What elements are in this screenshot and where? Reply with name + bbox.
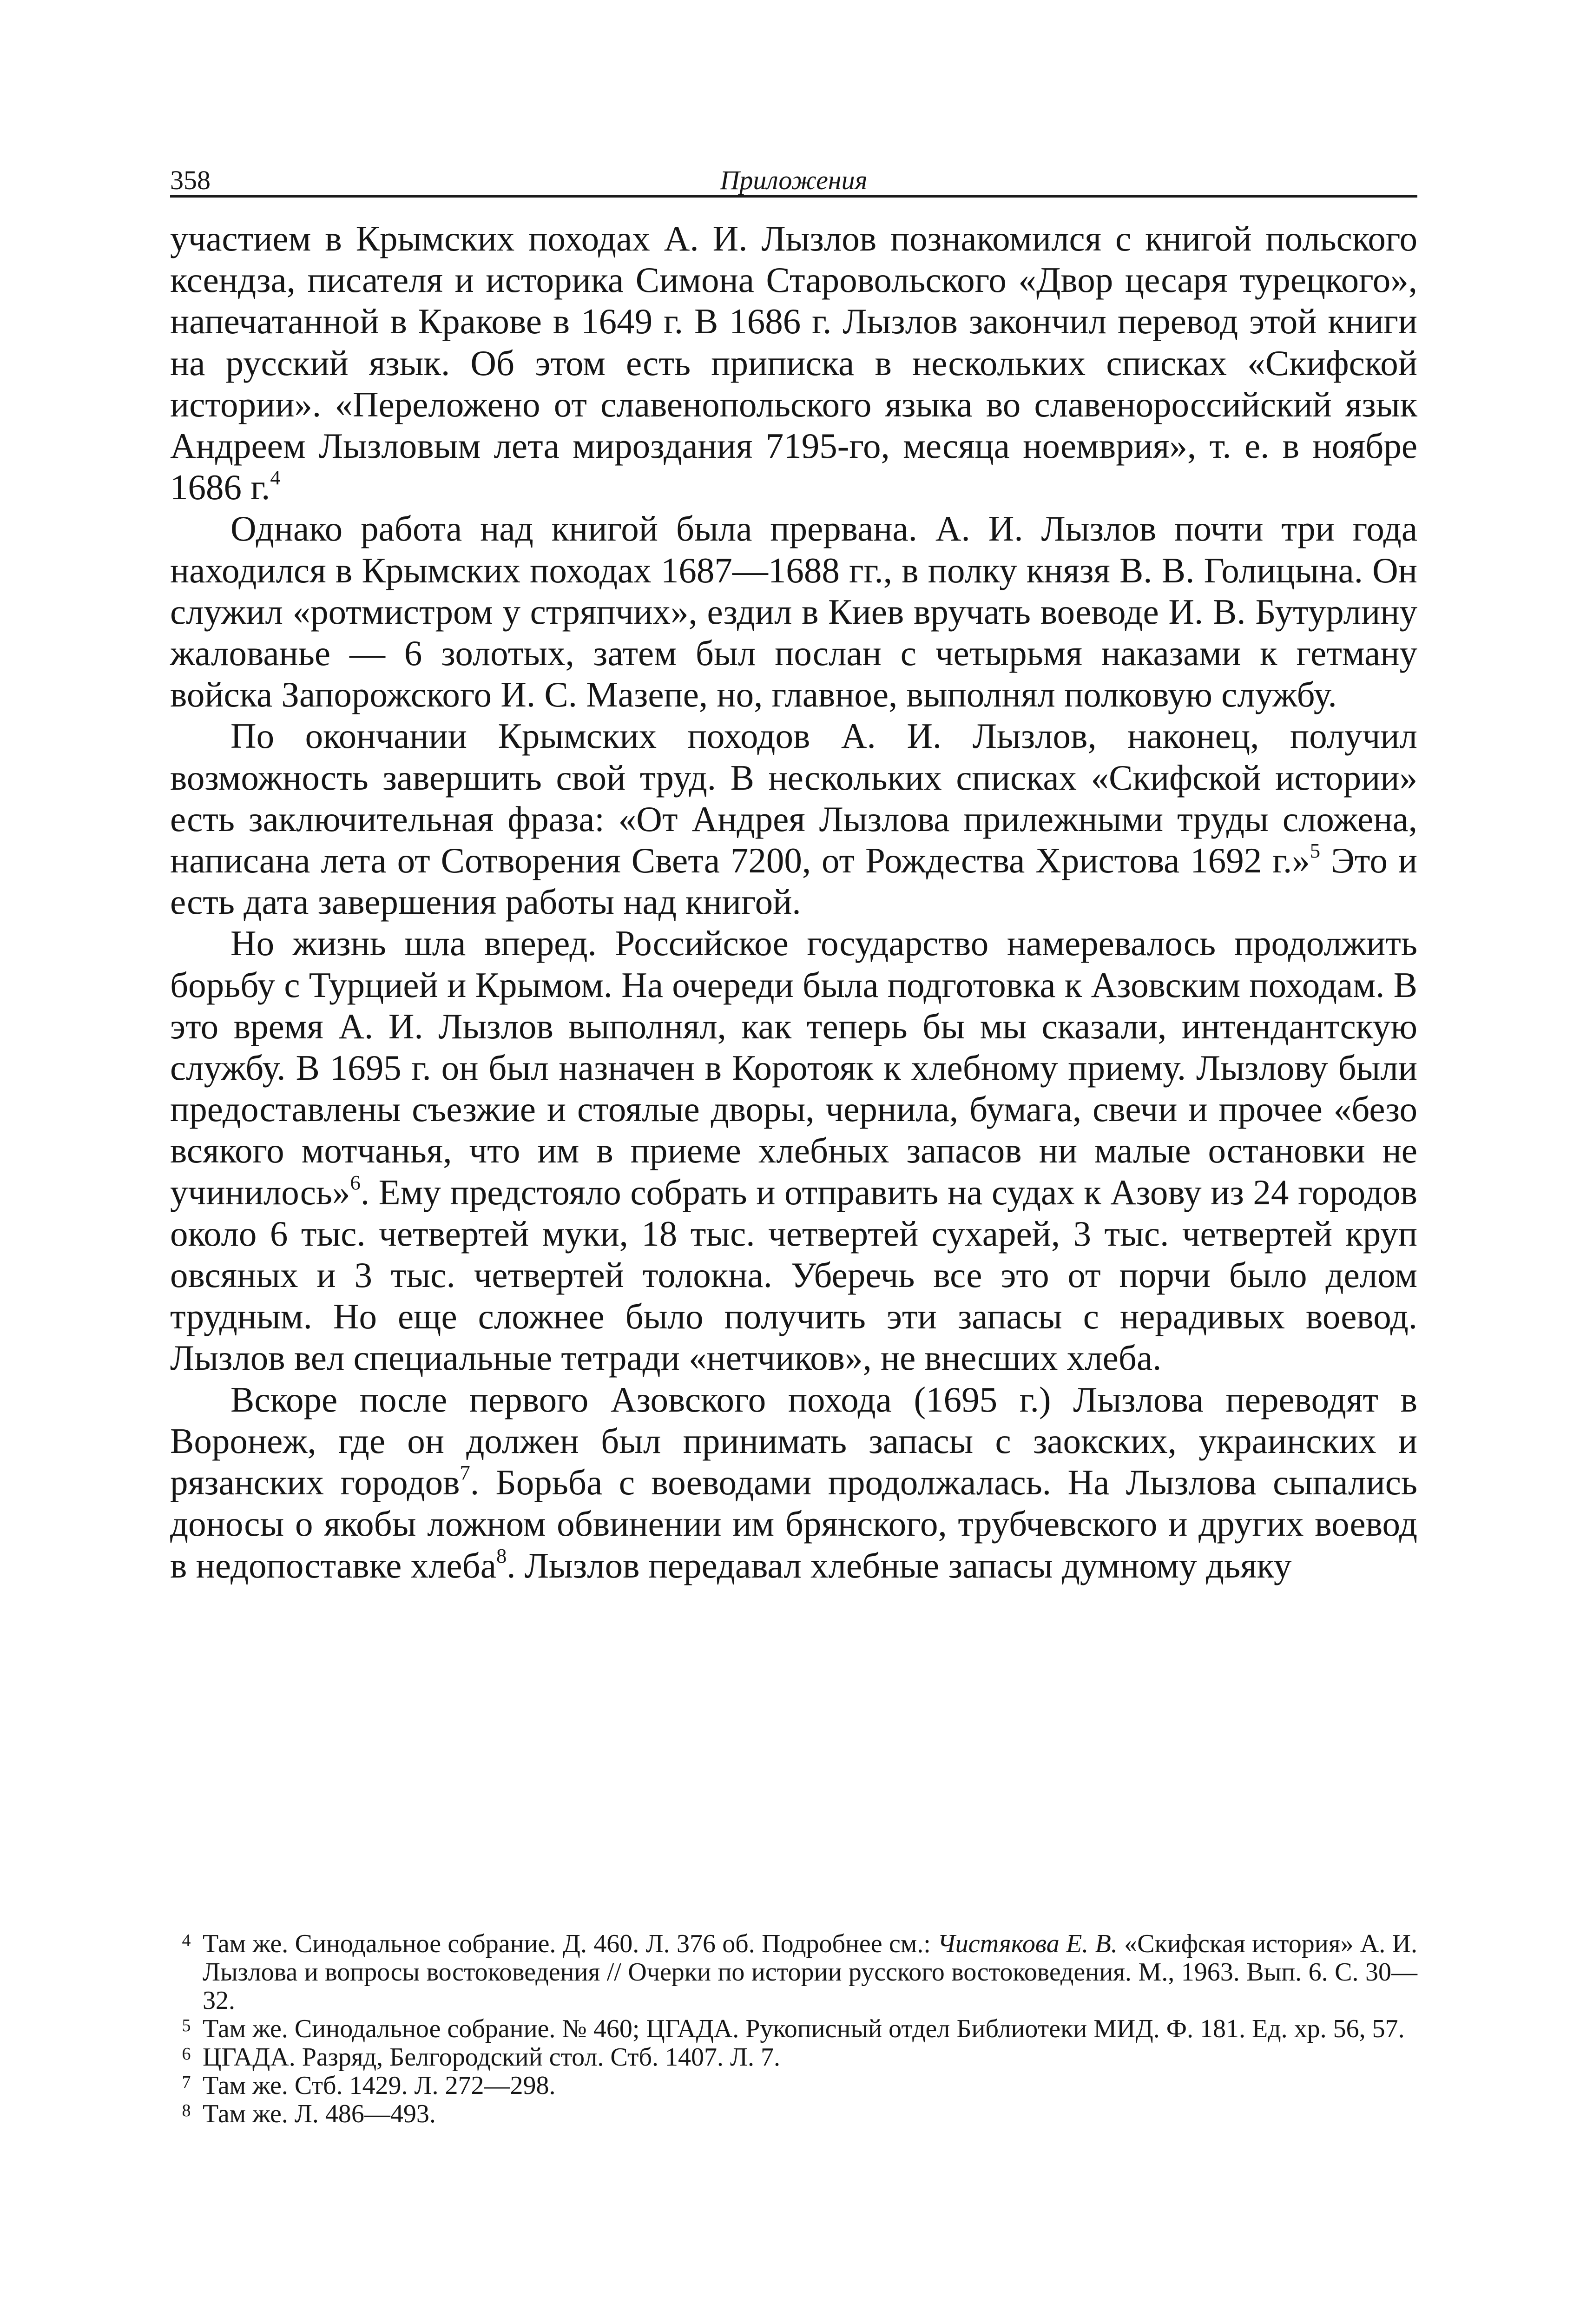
page-number: 358: [170, 165, 211, 195]
footnote-text-part: «Скифская история» А. И. Лызлова и вопросы востоковедения // Очерки по истории русского востоковедения. М., 1963. Вып. 6. С. 30—32.: [203, 1929, 1418, 2015]
footnote-text: [203, 1930, 1417, 2015]
footnote-7: [170, 2072, 1417, 2100]
footnote-text: Там же. Л. 486—493.: [203, 2100, 436, 2128]
footnote-number: 8: [182, 2101, 191, 2120]
footnote-text: Там же. Стб. 1429. Л. 272—298.: [203, 2071, 556, 2100]
footnote-ref-8: 8: [496, 1544, 507, 1567]
paragraph-4-text-continued: . Ему предстояло собрать и отправить на судах к Азову из 24 городов около 6 тыс. четвертей муки, 18 тыс. четвертей сухарей, 3 тыс. четвертей круп овсяных и 3 тыс. четвертей толокна. Уберечь все это от порчи было делом трудным. Но еще сложнее было получить эти запасы с нерадивых воевод. Лызлов вел специальные тетради «нетчиков», не внесших хлеба.: [170, 1172, 1417, 1378]
footnotes: [170, 1930, 1417, 2128]
footnote-5: [170, 2015, 1417, 2043]
footnote-ref-4: 4: [270, 466, 281, 489]
footnote-number: 7: [182, 2073, 191, 2092]
body-text: [170, 218, 1417, 1586]
paragraph-3-text: По окончании Крымских походов А. И. Лызлов, наконец, получил возможность завершить свой труд. В нескольких списках «Скифской истории» есть заключительная фраза: «От Андрея Лызлова прилежными труды сложена, написана лета от Сотворения Света 7200, от Рождества Христова 1692 г.»: [170, 716, 1417, 881]
footnote-4: [170, 1930, 1417, 2015]
paragraph-3: [170, 715, 1417, 923]
running-header: [170, 139, 1417, 198]
paragraph-4: [170, 923, 1417, 1379]
footnote-number: 4: [182, 1931, 191, 1950]
paragraph-5-text-continued: . Борьба с воеводами продолжалась. На Лызлова сыпались доносы о якобы ложном обвинении им брянского, трубчевского и других воевод в недопоставке хлеба: [170, 1462, 1417, 1585]
footnote-number: 5: [182, 2016, 191, 2035]
paragraph-5: [170, 1379, 1417, 1586]
footnote-8: [170, 2100, 1417, 2128]
paragraph-4-text: Но жизнь шла вперед. Российское государство намеревалось продолжить борьбу с Турцией и Крымом. На очереди была подготовка к Азовским походам. В это время А. И. Лызлов выполнял, как теперь бы мы сказали, интендантскую службу. В 1695 г. он был назначен в Коротояк к хлебному приему. Лызлову были предоставлены съезжие и стоялые дворы, чернила, бумага, свечи и прочее «безо всякого мотчанья, что им в приеме хлебных запасов ни малые остановки не учинилось»: [170, 923, 1417, 1212]
paragraph-3-text-continued: Это и есть дата завершения работы над книгой.: [170, 840, 1417, 922]
footnote-ref-5: 5: [1310, 838, 1321, 862]
paragraph-5-text-end: . Лызлов передавал хлебные запасы думному дьяку: [507, 1545, 1292, 1585]
footnote-text: Там же. Синодальное собрание. № 460; ЦГАДА. Рукописный отдел Библиотеки МИД. Ф. 181. Ед. хр. 56, 57.: [203, 2014, 1405, 2043]
footnote-text-part: Там же. Синодальное собрание. Д. 460. Л. 376 об. Подробнее см.:: [203, 1929, 938, 1958]
footnote-author: Чистякова Е. В.: [937, 1929, 1118, 1958]
paragraph-2: Однако работа над книгой была прервана. А. И. Лызлов почти три года находился в Крымских походах 1687—1688 гг., в полку князя В. В. Голицына. Он служил «ротмистром у стряпчих», ездил в Киев вручать воеводе И. В. Бутурлину жалованье — 6 золотых, затем был послан с четырьмя наказами к гетману войска Запорожского И. С. Мазепе, но, главное, выполнял полковую службу.: [170, 508, 1417, 715]
paragraph-1-text: участием в Крымских походах А. И. Лызлов познакомился с книгой польского ксендза, писателя и историка Симона Старовольского «Двор цесаря турецкого», напечатанной в Кракове в 1649 г. В 1686 г. Лызлов закончил перевод этой книги на русский язык. Об этом есть приписка в нескольких списках «Скифской истории». «Переложено от славенопольского языка во славенороссийский язык Андреем Лызловым лета мироздания 7195-го, месяца ноемврия», т. е. в ноябре 1686 г.: [170, 218, 1417, 508]
paragraph-1: [170, 218, 1417, 508]
footnote-ref-6: 6: [350, 1170, 361, 1194]
footnote-6: [170, 2043, 1417, 2072]
footnote-text: ЦГАДА. Разряд, Белгородский стол. Стб. 1407. Л. 7.: [203, 2043, 780, 2072]
footnote-number: 6: [182, 2044, 191, 2064]
footnote-ref-7: 7: [460, 1460, 470, 1484]
paragraph-5-text: Вскоре после первого Азовского похода (1695 г.) Лызлова переводят в Воронеж, где он должен был принимать запасы с заокских, украинских и рязанских городов: [170, 1379, 1417, 1503]
book-page: [170, 139, 1418, 2128]
section-title: Приложения: [720, 165, 868, 195]
